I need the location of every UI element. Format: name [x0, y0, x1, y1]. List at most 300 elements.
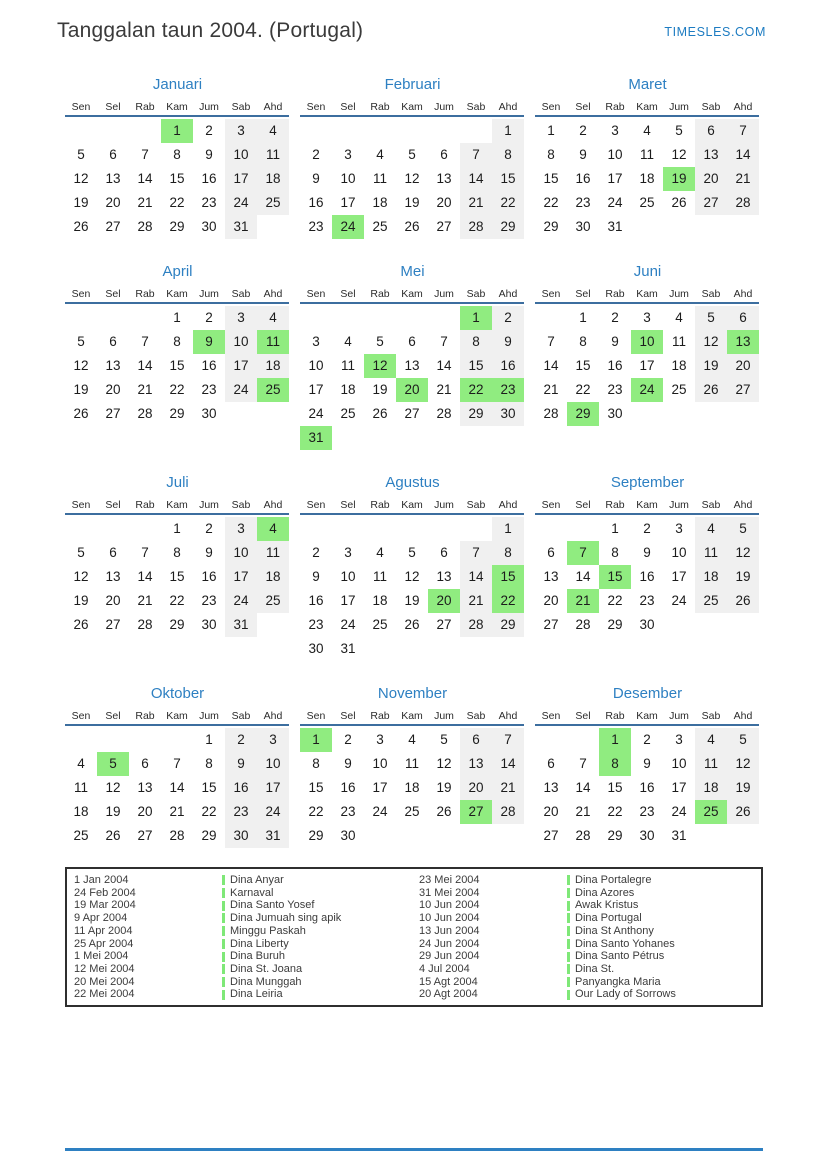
- date-cell: 19: [105, 804, 121, 819]
- day-header: Sab: [701, 499, 721, 511]
- date-cell: 30: [575, 219, 591, 234]
- holiday-name-cell: [567, 963, 761, 976]
- date-cell: 30: [639, 828, 655, 843]
- date-cell: 23: [639, 804, 655, 819]
- date-cell: 12: [105, 780, 121, 795]
- date-cell: 22: [169, 382, 185, 397]
- date-cell-weekend: 29: [492, 613, 524, 637]
- date-cell-weekend: 4: [257, 306, 289, 330]
- date-cell: 4: [643, 123, 651, 138]
- date-cell-empty: [631, 215, 663, 239]
- date-cell-empty: [129, 728, 161, 752]
- date-cell-weekend: 16: [225, 776, 257, 800]
- day-header: Sel: [340, 101, 356, 113]
- date-cell-weekend: 30: [492, 402, 524, 426]
- date-cell: 31: [340, 641, 356, 656]
- date-cell: 26: [73, 406, 89, 421]
- day-header: Rab: [135, 288, 155, 300]
- date-cell-weekend: 5: [727, 728, 759, 752]
- day-header: Sen: [71, 101, 91, 113]
- date-cell-weekend: 2: [492, 306, 524, 330]
- date-cell: 13: [105, 569, 121, 584]
- holiday-marker-icon: [567, 888, 570, 898]
- date-cell-empty: [332, 517, 364, 541]
- date-cell-weekend: 5: [695, 306, 727, 330]
- date-cell-weekend: 1: [492, 119, 524, 143]
- date-cell-weekend: 7: [727, 119, 759, 143]
- date-cell: 1: [173, 521, 181, 536]
- date-grid: [300, 728, 525, 848]
- date-cell: 3: [312, 334, 320, 349]
- date-cell-empty: [364, 426, 396, 450]
- date-cell: 29: [607, 828, 623, 843]
- date-cell: 26: [73, 617, 89, 632]
- date-cell: 25: [372, 617, 388, 632]
- date-cell: 12: [404, 171, 420, 186]
- date-cell: 19: [372, 382, 388, 397]
- brand-link[interactable]: TIMESLES.COM: [664, 25, 766, 39]
- date-cell-weekend: 9: [225, 752, 257, 776]
- day-header: Sel: [575, 288, 591, 300]
- date-cell: 21: [137, 593, 153, 608]
- date-cell: 2: [611, 310, 619, 325]
- date-cell: 4: [376, 147, 384, 162]
- month-oktober: [65, 684, 290, 848]
- date-cell: 24: [607, 195, 623, 210]
- date-cell-weekend: 6: [695, 119, 727, 143]
- date-cell: 9: [344, 756, 352, 771]
- date-cell-weekend: 4: [695, 728, 727, 752]
- date-cell: 13: [105, 358, 121, 373]
- date-cell: 6: [408, 334, 416, 349]
- date-cell-weekend: 29: [492, 215, 524, 239]
- date-cell: 18: [73, 804, 89, 819]
- holiday-name: Our Lady of Sorrows: [575, 988, 676, 1001]
- date-cell-holiday: 23: [492, 378, 524, 402]
- day-header: Ahd: [733, 710, 753, 722]
- date-cell-holiday: 31: [300, 426, 332, 450]
- holidays-legend-box: [65, 867, 763, 1007]
- month-title: Juli: [166, 474, 189, 491]
- month-februari: [300, 75, 525, 239]
- date-cell: 26: [436, 804, 452, 819]
- date-cell-weekend: 7: [460, 541, 492, 565]
- day-header: Kam: [636, 710, 658, 722]
- date-cell-empty: [332, 119, 364, 143]
- day-header: Sen: [541, 101, 561, 113]
- date-cell: 12: [436, 756, 452, 771]
- day-header: Kam: [401, 288, 423, 300]
- holiday-name: Karnaval: [230, 886, 274, 899]
- date-cell: 10: [372, 756, 388, 771]
- date-grid: [535, 728, 760, 848]
- date-cell: 31: [607, 219, 623, 234]
- date-cell: 16: [201, 569, 217, 584]
- date-cell-weekend: 26: [727, 589, 759, 613]
- date-cell: 27: [105, 219, 121, 234]
- date-cell: 6: [547, 545, 555, 560]
- date-cell: 17: [607, 171, 623, 186]
- date-cell-holiday: 10: [631, 330, 663, 354]
- date-cell: 3: [675, 732, 683, 747]
- date-cell: 16: [308, 593, 324, 608]
- date-grid: [65, 306, 290, 426]
- date-cell: 4: [408, 732, 416, 747]
- date-cell-holiday: 1: [460, 306, 492, 330]
- date-cell: 15: [169, 358, 185, 373]
- date-cell-weekend: 11: [695, 541, 727, 565]
- day-header-row: [300, 287, 525, 302]
- holiday-name: Dina St Anthony: [575, 924, 654, 937]
- date-grid: [65, 728, 290, 848]
- date-cell: 6: [109, 334, 117, 349]
- date-cell: 20: [543, 593, 559, 608]
- date-cell-weekend: 3: [225, 306, 257, 330]
- date-cell: 22: [543, 195, 559, 210]
- date-cell: 27: [543, 617, 559, 632]
- day-header: Rab: [605, 499, 625, 511]
- date-cell-empty: [129, 119, 161, 143]
- date-cell: 16: [201, 171, 217, 186]
- holiday-name: Dina Liberty: [230, 937, 289, 950]
- date-cell-weekend: 23: [225, 800, 257, 824]
- date-cell: 5: [408, 545, 416, 560]
- date-cell: 2: [205, 310, 213, 325]
- date-cell-holiday: 25: [695, 800, 727, 824]
- day-header: Rab: [605, 710, 625, 722]
- date-cell: 1: [611, 521, 619, 536]
- date-cell-empty: [65, 119, 97, 143]
- month-januari: [65, 75, 290, 239]
- day-header: Sab: [466, 499, 486, 511]
- holiday-name: Dina Azores: [575, 886, 635, 899]
- date-cell-weekend: 14: [727, 143, 759, 167]
- day-header: Ahd: [263, 288, 283, 300]
- date-cell: 14: [137, 358, 153, 373]
- date-cell: 14: [137, 171, 153, 186]
- date-cell: 15: [543, 171, 559, 186]
- date-cell-empty: [65, 517, 97, 541]
- date-cell-weekend: 24: [225, 589, 257, 613]
- date-cell: 30: [607, 406, 623, 421]
- day-header: Jum: [434, 710, 454, 722]
- holiday-name-cell: [222, 899, 419, 912]
- day-header-row: [535, 498, 760, 513]
- date-cell: 13: [404, 358, 420, 373]
- date-cell: 30: [639, 617, 655, 632]
- date-cell-weekend: 4: [257, 119, 289, 143]
- month-title: Februari: [384, 76, 441, 93]
- holiday-marker-icon: [567, 875, 570, 885]
- day-header: Sel: [575, 101, 591, 113]
- date-cell-holiday: 12: [364, 354, 396, 378]
- date-cell: 18: [340, 382, 356, 397]
- date-cell: 27: [436, 219, 452, 234]
- date-cell: 22: [308, 804, 324, 819]
- header-underline: [300, 724, 524, 726]
- date-cell: 18: [372, 593, 388, 608]
- date-cell-weekend: 10: [225, 143, 257, 167]
- date-cell: 27: [137, 828, 153, 843]
- date-cell-empty: [97, 517, 129, 541]
- date-cell-empty: [364, 306, 396, 330]
- date-cell-empty: [428, 517, 460, 541]
- day-header: Ahd: [498, 710, 518, 722]
- holiday-name-cell: [567, 874, 761, 887]
- holiday-name: Dina Leiria: [230, 988, 283, 1001]
- date-cell-weekend: 8: [492, 541, 524, 565]
- day-header: Ahd: [733, 499, 753, 511]
- date-cell: 16: [201, 358, 217, 373]
- date-cell: 4: [344, 334, 352, 349]
- date-cell-weekend: 8: [492, 143, 524, 167]
- date-cell: 30: [340, 828, 356, 843]
- date-cell: 30: [201, 219, 217, 234]
- date-cell: 5: [77, 334, 85, 349]
- date-cell-weekend: 2: [225, 728, 257, 752]
- date-cell: 12: [73, 569, 89, 584]
- date-cell-empty: [695, 613, 727, 637]
- day-header: Sel: [105, 499, 121, 511]
- day-header: Ahd: [263, 710, 283, 722]
- date-cell: 13: [543, 780, 559, 795]
- date-cell-weekend: 10: [257, 752, 289, 776]
- date-cell: 8: [611, 545, 619, 560]
- holiday-name: Dina St.: [575, 962, 615, 975]
- date-cell: 11: [340, 358, 355, 373]
- date-cell: 8: [579, 334, 587, 349]
- date-cell-empty: [428, 306, 460, 330]
- holiday-name-cell: [222, 887, 419, 900]
- date-cell: 14: [137, 569, 153, 584]
- day-header: Sab: [466, 101, 486, 113]
- date-cell: 4: [675, 310, 683, 325]
- holiday-marker-icon: [222, 964, 225, 974]
- day-header-row: [300, 498, 525, 513]
- date-cell-empty: [428, 824, 460, 848]
- date-cell-holiday: 9: [193, 330, 225, 354]
- date-cell: 22: [169, 195, 185, 210]
- date-cell: 29: [308, 828, 324, 843]
- month-juli: [65, 473, 290, 661]
- date-cell: 22: [607, 593, 623, 608]
- date-cell-weekend: 12: [695, 330, 727, 354]
- header-underline: [535, 115, 759, 117]
- day-header: Sab: [231, 710, 251, 722]
- date-cell: 15: [169, 171, 185, 186]
- date-cell-empty: [695, 402, 727, 426]
- date-cell: 13: [137, 780, 153, 795]
- date-cell: 23: [201, 195, 217, 210]
- date-cell: 8: [312, 756, 320, 771]
- day-header: Sen: [71, 710, 91, 722]
- date-cell-empty: [332, 306, 364, 330]
- date-cell-weekend: 29: [460, 402, 492, 426]
- day-header: Ahd: [498, 288, 518, 300]
- date-cell: 7: [579, 756, 587, 771]
- month-april: [65, 262, 290, 450]
- day-header: Jum: [199, 101, 219, 113]
- date-cell: 8: [547, 147, 555, 162]
- day-header: Rab: [135, 710, 155, 722]
- holiday-name-cell: [222, 963, 419, 976]
- date-cell-weekend: 20: [695, 167, 727, 191]
- date-cell-weekend: 19: [695, 354, 727, 378]
- holiday-date: 24 Jun 2004: [419, 937, 480, 950]
- day-header: Sel: [575, 499, 591, 511]
- date-cell-weekend: 20: [727, 354, 759, 378]
- holiday-marker-icon: [567, 964, 570, 974]
- date-cell-empty: [460, 517, 492, 541]
- day-header: Ahd: [733, 288, 753, 300]
- date-cell-weekend: 3: [257, 728, 289, 752]
- date-cell: 9: [205, 545, 213, 560]
- date-cell-empty: [65, 728, 97, 752]
- date-cell: 23: [308, 617, 324, 632]
- date-cell-holiday: 1: [161, 119, 193, 143]
- date-cell-empty: [460, 119, 492, 143]
- date-cell-empty: [663, 613, 695, 637]
- date-cell-weekend: 15: [460, 354, 492, 378]
- holiday-date: 4 Jul 2004: [419, 962, 470, 975]
- date-cell: 29: [169, 219, 185, 234]
- month-maret: [535, 75, 760, 239]
- date-cell-weekend: 18: [695, 565, 727, 589]
- date-cell-weekend: 15: [492, 167, 524, 191]
- date-cell: 10: [671, 545, 687, 560]
- date-cell: 6: [141, 756, 149, 771]
- date-cell: 5: [77, 545, 85, 560]
- date-cell: 3: [643, 310, 651, 325]
- holiday-marker-icon: [222, 901, 225, 911]
- date-cell: 23: [340, 804, 356, 819]
- date-cell: 17: [671, 569, 687, 584]
- holiday-date: 1 Mei 2004: [74, 950, 129, 963]
- holiday-name: Dina Anyar: [230, 874, 284, 886]
- date-cell-weekend: 14: [460, 565, 492, 589]
- day-header: Sab: [466, 288, 486, 300]
- date-cell: 8: [205, 756, 213, 771]
- holiday-marker-icon: [222, 990, 225, 1000]
- date-cell-holiday: 1: [599, 728, 631, 752]
- date-cell: 23: [308, 219, 324, 234]
- day-header: Ahd: [263, 101, 283, 113]
- date-cell-empty: [161, 728, 193, 752]
- date-cell-weekend: 16: [492, 354, 524, 378]
- date-cell-weekend: 24: [257, 800, 289, 824]
- date-cell-weekend: 19: [727, 776, 759, 800]
- date-cell-holiday: 15: [599, 565, 631, 589]
- day-header: Sen: [541, 710, 561, 722]
- date-cell: 9: [643, 545, 651, 560]
- page-title: Tanggalan taun 2004. (Portugal): [57, 19, 364, 42]
- date-cell: 14: [169, 780, 185, 795]
- holiday-marker-icon: [222, 952, 225, 962]
- date-cell-empty: [97, 306, 129, 330]
- day-header: Rab: [370, 101, 390, 113]
- date-cell: 19: [73, 593, 89, 608]
- date-cell: 11: [73, 780, 88, 795]
- header-underline: [300, 115, 524, 117]
- day-header: Rab: [135, 499, 155, 511]
- header-underline: [65, 115, 289, 117]
- day-header: Kam: [166, 710, 188, 722]
- date-grid: [300, 306, 525, 450]
- date-cell-empty: [492, 426, 524, 450]
- date-cell: 3: [344, 545, 352, 560]
- date-cell: 16: [575, 171, 591, 186]
- date-cell: 10: [340, 569, 356, 584]
- holiday-marker-icon: [567, 977, 570, 987]
- day-header-row: [65, 287, 290, 302]
- date-cell: 15: [575, 358, 591, 373]
- date-cell: 11: [372, 171, 387, 186]
- holiday-date: 1 Jan 2004: [74, 874, 129, 886]
- date-cell-weekend: 11: [257, 143, 289, 167]
- holiday-name-cell: [222, 950, 419, 963]
- day-header: Sab: [701, 288, 721, 300]
- date-cell-holiday: 19: [663, 167, 695, 191]
- day-header: Kam: [401, 101, 423, 113]
- holiday-name: Dina Portugal: [575, 912, 642, 925]
- footer-divider: [65, 1148, 763, 1151]
- date-cell: 7: [141, 334, 149, 349]
- date-cell-weekend: 7: [460, 143, 492, 167]
- holidays-legend-grid: [67, 874, 761, 1001]
- holiday-name: Awak Kristus: [575, 899, 639, 912]
- holiday-name: Dina Buruh: [230, 950, 286, 963]
- date-cell: 25: [671, 382, 687, 397]
- date-cell: 14: [575, 569, 591, 584]
- day-header: Sab: [231, 499, 251, 511]
- day-header: Sen: [541, 499, 561, 511]
- date-cell-holiday: 22: [492, 589, 524, 613]
- date-cell: 16: [340, 780, 356, 795]
- date-cell-empty: [535, 517, 567, 541]
- date-cell: 17: [639, 358, 655, 373]
- holiday-marker-icon: [567, 939, 570, 949]
- date-cell-weekend: 18: [257, 354, 289, 378]
- day-header: Jum: [669, 499, 689, 511]
- holiday-name-cell: [567, 899, 761, 912]
- date-cell-weekend: 21: [460, 589, 492, 613]
- date-cell: 6: [440, 147, 448, 162]
- day-header: Rab: [605, 101, 625, 113]
- date-cell: 12: [671, 147, 687, 162]
- date-cell-weekend: 28: [460, 215, 492, 239]
- date-cell-empty: [727, 613, 759, 637]
- date-cell: 10: [308, 358, 324, 373]
- date-cell-empty: [364, 824, 396, 848]
- date-cell: 20: [105, 593, 121, 608]
- date-cell: 21: [137, 382, 153, 397]
- date-cell: 28: [137, 219, 153, 234]
- date-cell: 11: [671, 334, 686, 349]
- holiday-marker-icon: [222, 913, 225, 923]
- day-header: Rab: [370, 710, 390, 722]
- date-cell: 2: [312, 147, 320, 162]
- day-header: Sab: [231, 101, 251, 113]
- date-cell: 28: [137, 617, 153, 632]
- day-header-row: [300, 100, 525, 115]
- holiday-name-cell: [222, 925, 419, 938]
- date-cell: 12: [73, 171, 89, 186]
- day-header: Sen: [306, 101, 326, 113]
- date-cell: 15: [201, 780, 217, 795]
- date-cell-weekend: 3: [225, 119, 257, 143]
- date-cell: 26: [671, 195, 687, 210]
- date-cell: 24: [308, 406, 324, 421]
